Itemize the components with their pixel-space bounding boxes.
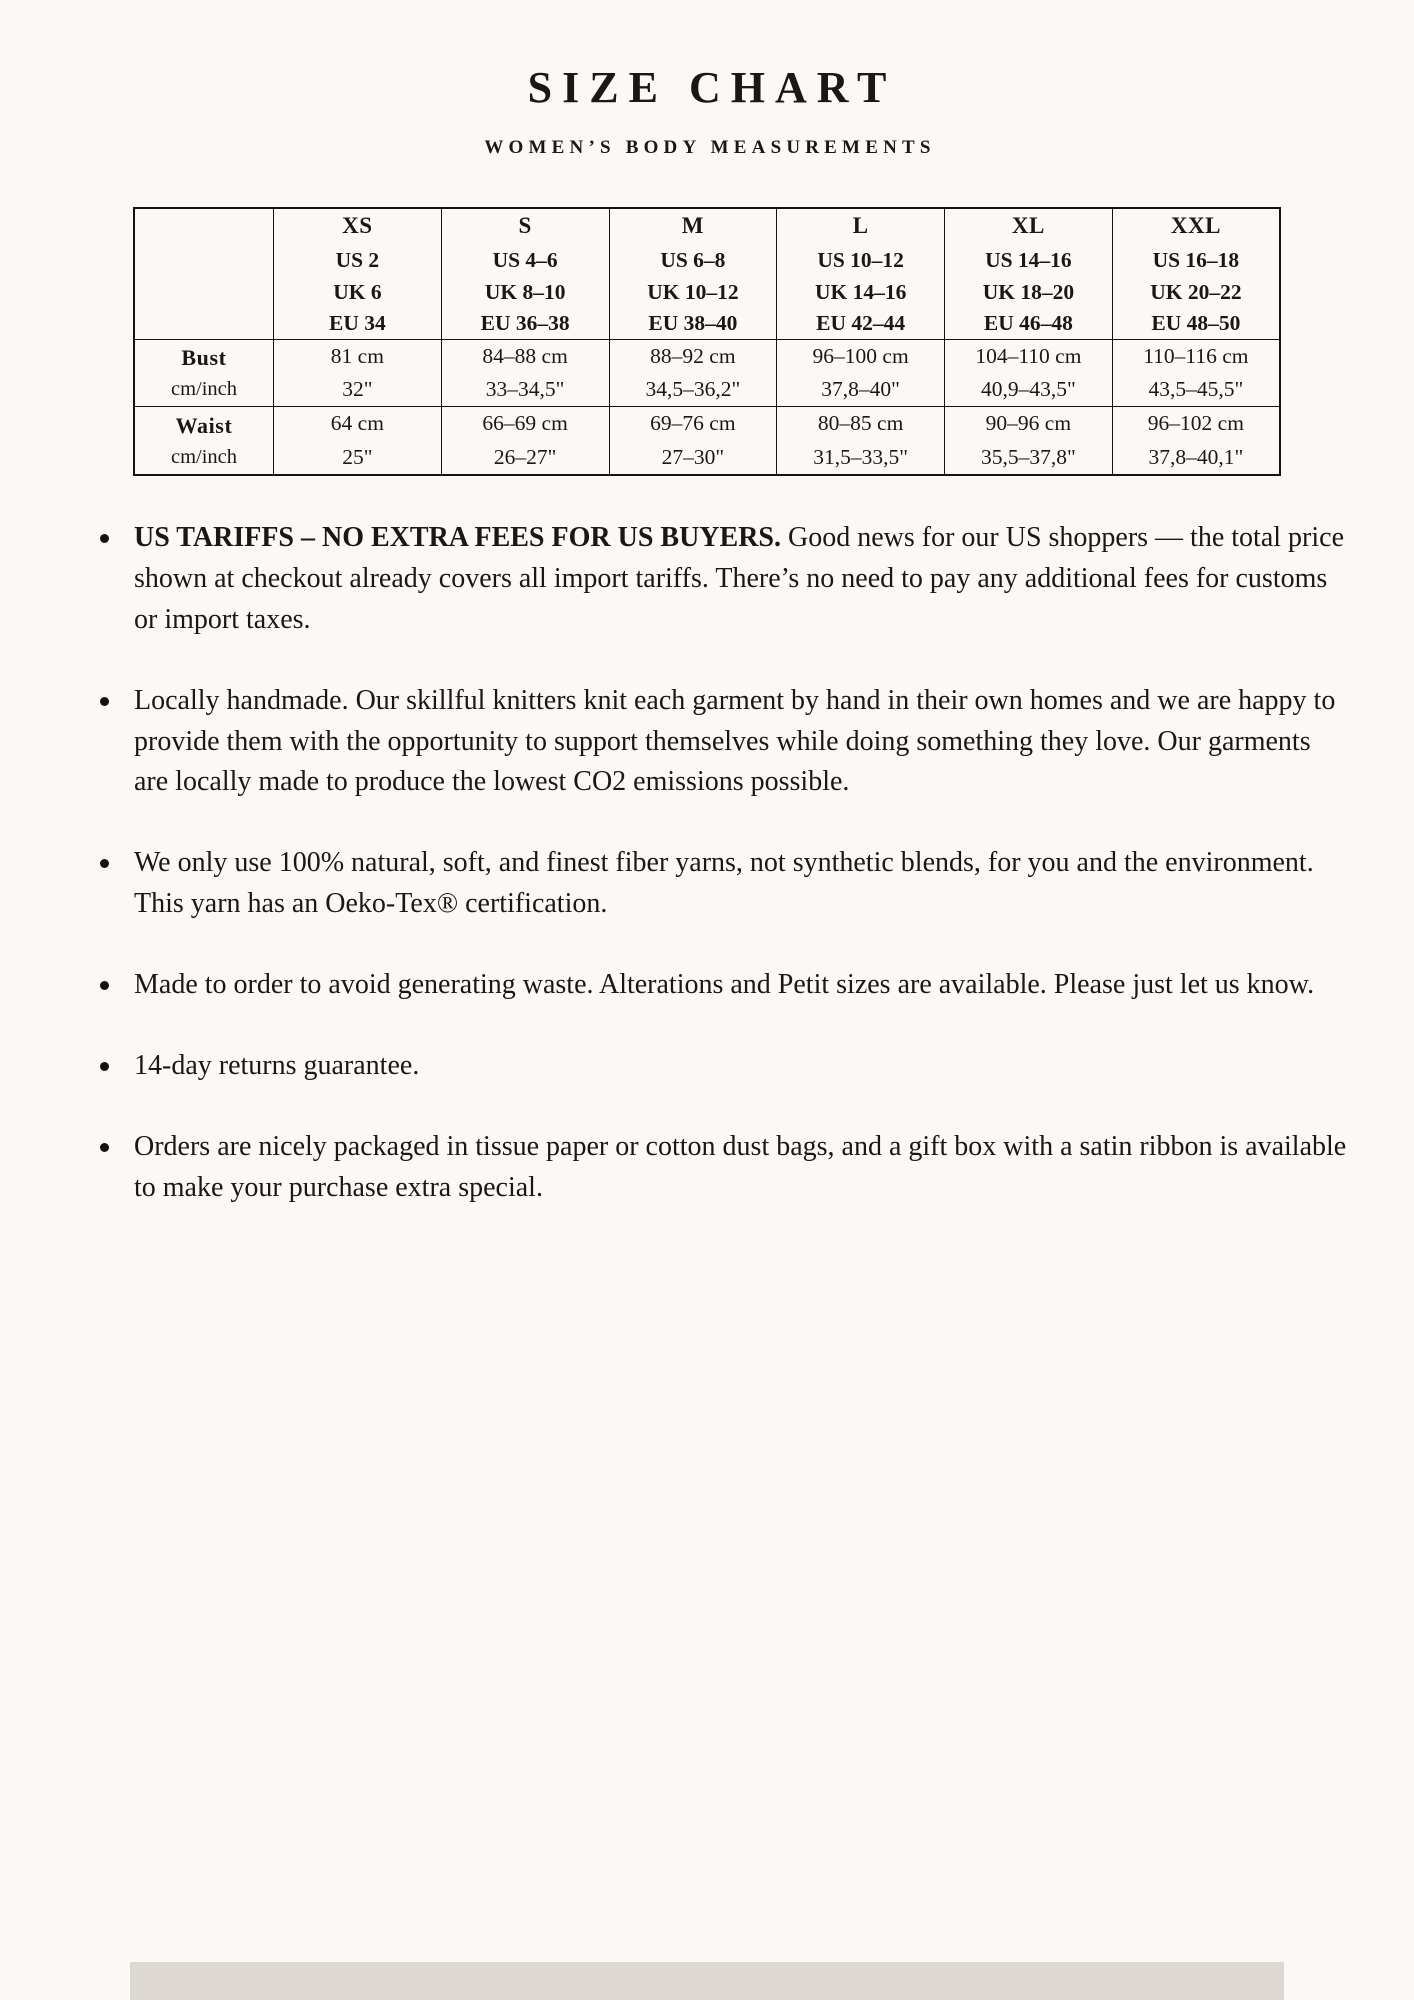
column-size-label: XS bbox=[342, 213, 373, 238]
column-us-label: US 10–12 bbox=[817, 248, 904, 273]
cell-cm: 104–110 cm bbox=[975, 343, 1082, 368]
table-column-header bbox=[274, 208, 442, 339]
column-eu-label: EU 46–48 bbox=[983, 310, 1073, 335]
cell-cm: 84–88 cm bbox=[482, 343, 568, 368]
table-column-header bbox=[777, 208, 945, 339]
table-cell bbox=[274, 407, 442, 475]
table-column-header bbox=[1112, 208, 1280, 339]
cell-cm: 90–96 cm bbox=[985, 411, 1072, 436]
list-item bbox=[92, 843, 1350, 925]
size-chart-table-wrapper bbox=[133, 207, 1281, 476]
info-bullet-list bbox=[0, 518, 1414, 1209]
column-eu-label: EU 42–44 bbox=[816, 310, 906, 335]
cell-cm: 96–102 cm bbox=[1147, 411, 1244, 436]
footer-band bbox=[130, 1962, 1284, 2000]
table-row bbox=[134, 407, 1280, 475]
cell-inch: 25" bbox=[342, 444, 373, 469]
table-corner-cell bbox=[134, 208, 274, 339]
column-size-label: L bbox=[852, 213, 869, 238]
table-body bbox=[134, 339, 1280, 475]
row-header-waist bbox=[134, 407, 274, 475]
column-uk-label: UK 10–12 bbox=[647, 279, 739, 304]
bullet-body-text: Made to order to avoid generating waste. Alterations and Petit sizes are available. Please just let us know. bbox=[134, 969, 1315, 1001]
column-us-label: US 16–18 bbox=[1152, 248, 1240, 273]
cell-inch: 34,5–36,2" bbox=[645, 377, 741, 402]
cell-inch: 27–30" bbox=[661, 444, 725, 469]
cell-inch: 33–34,5" bbox=[485, 377, 565, 402]
list-item bbox=[92, 1046, 1350, 1087]
table-cell bbox=[441, 407, 609, 475]
table-header-row bbox=[134, 208, 1280, 339]
cell-inch: 43,5–45,5" bbox=[1148, 377, 1244, 402]
table-row bbox=[134, 339, 1280, 407]
table-column-header bbox=[441, 208, 609, 339]
column-uk-label: UK 6 bbox=[333, 279, 382, 304]
table-cell bbox=[609, 339, 777, 407]
table-cell bbox=[1112, 407, 1280, 475]
table-cell bbox=[274, 339, 442, 407]
cell-cm: 88–92 cm bbox=[650, 343, 736, 368]
list-item bbox=[92, 518, 1350, 641]
column-us-label: US 6–8 bbox=[660, 248, 726, 273]
row-unit: cm/inch bbox=[170, 445, 238, 468]
list-item bbox=[92, 681, 1350, 804]
table-cell bbox=[1112, 339, 1280, 407]
cell-inch: 37,8–40,1" bbox=[1148, 444, 1244, 469]
page-title: SIZE CHART bbox=[527, 63, 897, 112]
column-size-label: S bbox=[518, 213, 532, 238]
row-unit: cm/inch bbox=[170, 378, 238, 401]
cell-cm: 69–76 cm bbox=[650, 411, 736, 436]
cell-inch: 35,5–37,8" bbox=[980, 444, 1076, 469]
table-cell bbox=[777, 407, 945, 475]
table-cell bbox=[945, 339, 1113, 407]
column-eu-label: EU 36–38 bbox=[480, 310, 570, 335]
column-uk-label: UK 8–10 bbox=[484, 279, 566, 304]
column-eu-label: EU 48–50 bbox=[1151, 310, 1241, 335]
cell-cm: 110–116 cm bbox=[1143, 343, 1249, 368]
column-eu-label: EU 38–40 bbox=[648, 310, 738, 335]
table-cell bbox=[441, 339, 609, 407]
table-cell bbox=[945, 407, 1113, 475]
bullet-body-text: Good news for our US shoppers — the total price shown at checkout already covers all import tariffs. There’s no need to pay any additional fees for customs or import taxes. bbox=[134, 522, 1344, 635]
column-us-label: US 2 bbox=[335, 248, 380, 273]
row-name: Bust bbox=[181, 345, 227, 371]
column-uk-label: UK 18–20 bbox=[982, 279, 1075, 304]
cell-inch: 40,9–43,5" bbox=[980, 377, 1076, 402]
bullet-body-text: Orders are nicely packaged in tissue paper or cotton dust bags, and a gift box with a satin ribbon is available to make your purchase extra special. bbox=[134, 1130, 1347, 1203]
column-uk-label: UK 20–22 bbox=[1150, 279, 1242, 304]
bullet-body-text: Locally handmade. Our skillful knitters knit each garment by hand in their own homes and we are happy to provide them with the opportunity to support themselves while doing something they love. Our garments are locally made to produce the lowest CO2 emissions possible. bbox=[134, 684, 1336, 798]
table-cell bbox=[777, 339, 945, 407]
column-size-label: XL bbox=[1011, 213, 1045, 238]
bullet-body-text: We only use 100% natural, soft, and finest fiber yarns, not synthetic blends, for you and the environment. This yarn has an Oeko-Tex® certification. bbox=[134, 847, 1314, 920]
column-us-label: US 14–16 bbox=[985, 248, 1072, 273]
cell-cm: 81 cm bbox=[330, 343, 384, 368]
column-size-label: M bbox=[681, 213, 704, 238]
column-eu-label: EU 34 bbox=[329, 310, 386, 335]
cell-inch: 32" bbox=[342, 377, 373, 402]
cell-cm: 66–69 cm bbox=[482, 411, 568, 436]
cell-inch: 37,8–40" bbox=[821, 377, 900, 402]
table-head bbox=[134, 208, 1280, 339]
list-item bbox=[92, 965, 1350, 1006]
column-uk-label: UK 14–16 bbox=[814, 279, 907, 304]
column-us-label: US 4–6 bbox=[492, 248, 558, 273]
bullet-body-text: 14-day returns guarantee. bbox=[134, 1049, 420, 1081]
cell-cm: 96–100 cm bbox=[812, 343, 909, 368]
row-name: Waist bbox=[175, 412, 233, 438]
table-column-header bbox=[609, 208, 777, 339]
column-size-label: XXL bbox=[1170, 213, 1221, 238]
cell-inch: 31,5–33,5" bbox=[813, 444, 909, 469]
bullet-lead-text: US TARIFFS – NO EXTRA FEES FOR US BUYERS. bbox=[134, 522, 781, 554]
cell-cm: 64 cm bbox=[330, 411, 384, 436]
size-chart-table bbox=[133, 207, 1281, 476]
cell-cm: 80–85 cm bbox=[817, 411, 904, 436]
table-column-header bbox=[945, 208, 1113, 339]
list-item bbox=[92, 1127, 1350, 1209]
page-subtitle: WOMEN’S BODY MEASUREMENTS bbox=[484, 137, 936, 158]
table-cell bbox=[609, 407, 777, 475]
cell-inch: 26–27" bbox=[493, 444, 557, 469]
row-header-bust bbox=[134, 339, 274, 407]
